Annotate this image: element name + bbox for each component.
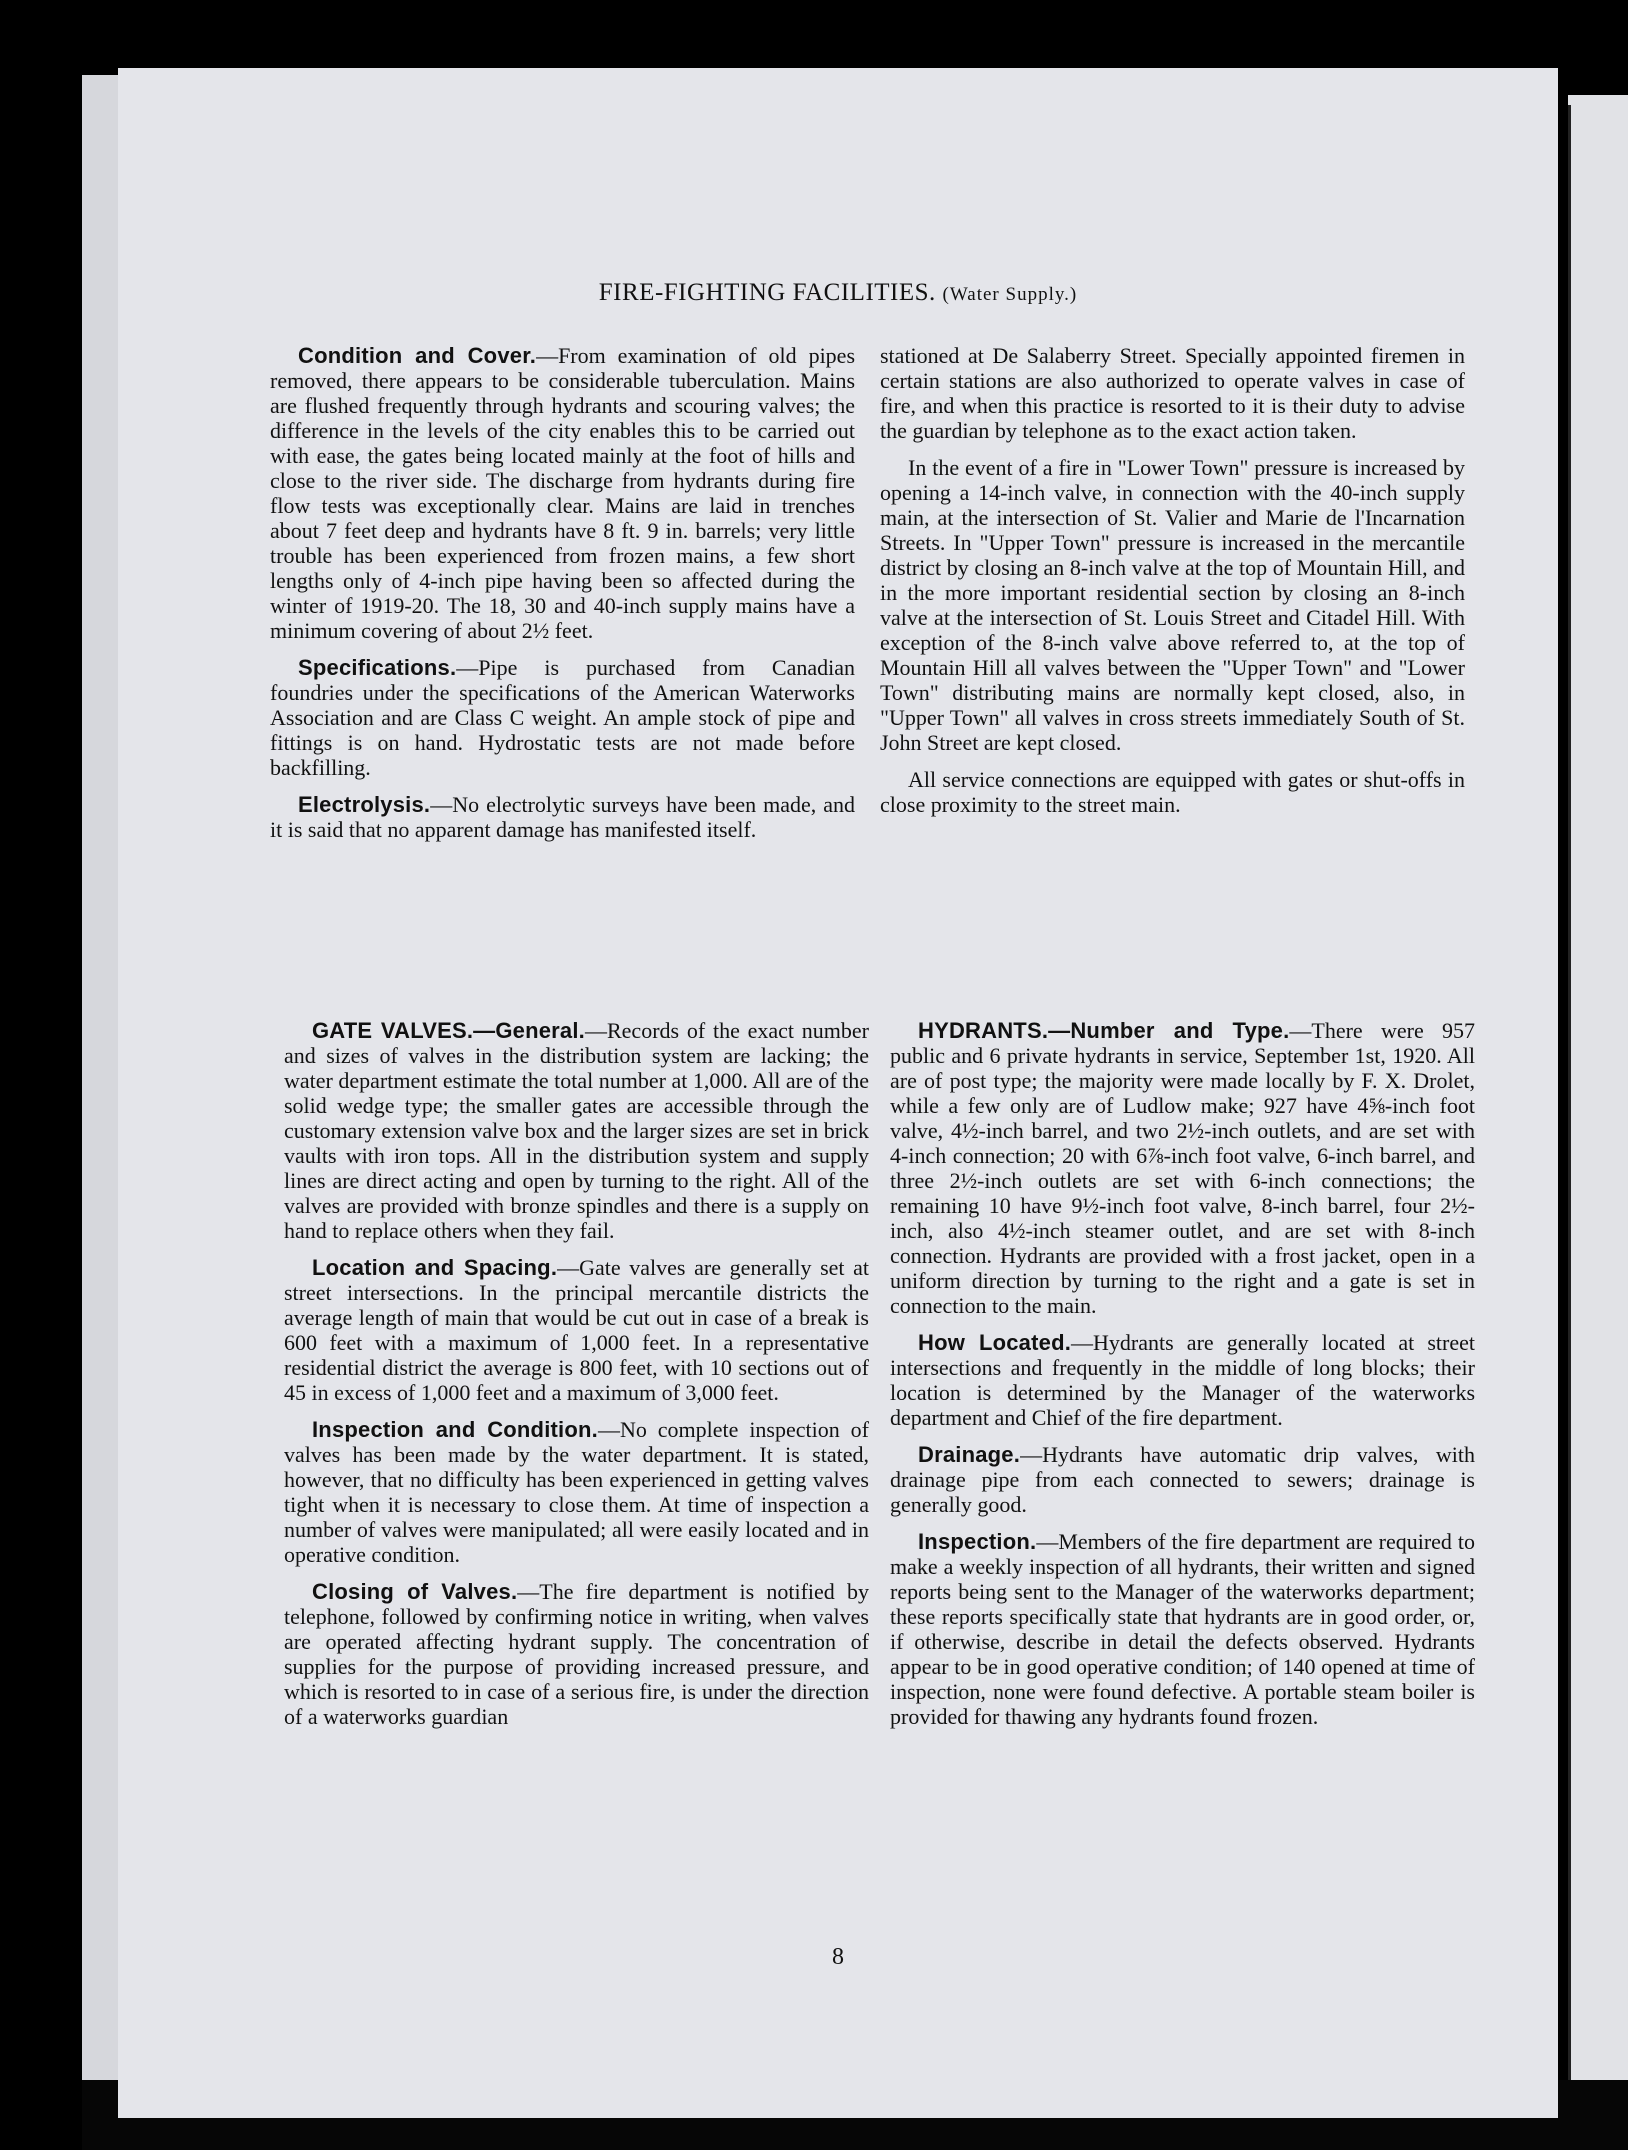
- paragraph: [880, 343, 1465, 443]
- paragraph-heading: Inspection and Condition.: [312, 1417, 598, 1442]
- paragraph-heading: HYDRANTS.—Number and Type.: [918, 1018, 1290, 1043]
- paragraph: [880, 767, 1465, 817]
- paragraph-heading: Inspection.: [918, 1529, 1037, 1554]
- next-page-edge: [1568, 95, 1628, 2110]
- paragraph: [270, 655, 855, 780]
- header-title: FIRE-FIGHTING FACILITIES.: [598, 279, 936, 306]
- header-subtitle: (Water Supply.): [942, 284, 1078, 305]
- document-page: [118, 68, 1558, 2118]
- paragraph-text: All service connections are equipped with gates or shut-offs in close proximity to the street main.: [880, 767, 1465, 817]
- paragraph-text: —No complete inspection of valves has been made by the water department. It is stated, however, that no difficulty has been experienced in getting valves tight when it is necessary to close them. At time of inspection a number of valves were manipulated; all were easily located and in operative condition.: [284, 1417, 870, 1567]
- paragraph-text: —Hydrants are generally located at street intersections and frequently in the middle of long blocks; their location is determined by the Manager of the waterworks department and Chief of the fire department.: [890, 1330, 1475, 1430]
- column-left-bottom: [284, 1018, 869, 1741]
- paragraph-text: —Pipe is purchased from Canadian foundries under the specifications of the American Waterworks Association and are Class C weight. An ample stock of pipe and fittings is on hand. Hydrostatic tests are not made before backfilling.: [270, 655, 855, 780]
- paragraph: [284, 1255, 869, 1405]
- paragraph: [890, 1018, 1475, 1318]
- paragraph: [284, 1018, 869, 1243]
- column-left-top: [270, 343, 855, 854]
- paragraph: [890, 1442, 1475, 1517]
- paragraph-heading: GATE VALVES.—General.: [312, 1018, 585, 1043]
- paragraph-text: stationed at De Salaberry Street. Specially appointed firemen in certain stations are also authorized to operate valves in case of fire, and when this practice is resorted to it is their duty to advise the guardian by telephone as to the exact action taken.: [880, 343, 1465, 443]
- paragraph: [270, 343, 855, 643]
- paragraph-heading: Drainage.: [918, 1442, 1021, 1467]
- paragraph-heading: How Located.: [918, 1330, 1072, 1355]
- paragraph-heading: Closing of Valves.: [312, 1579, 518, 1604]
- paragraph: [890, 1330, 1475, 1430]
- page-header: [118, 279, 1558, 307]
- paragraph-text: In the event of a fire in "Lower Town" pressure is increased by opening a 14-inch valve, in connection with the 40-inch supply main, at the intersection of St. Valier and Marie de l'Incarnation Streets. In "Upper Town" pressure is increased in the mercantile district by closing an 8-inch valve at the top of Mountain Hill, and in the more important residential section by closing an 8-inch valve at the intersection of St. Louis Street and Citadel Hill. With exception of the 8-inch valve above referred to, at the top of Mountain Hill all valves between the "Upper Town" and "Lower Town" distributing mains are normally kept closed, also, in "Upper Town" all valves in cross streets immediately South of St. John Street are kept closed.: [880, 455, 1465, 755]
- column-right-top: [880, 343, 1465, 829]
- paragraph-heading: Specifications.: [298, 655, 457, 680]
- paragraph-text: —No electrolytic surveys have been made, and it is said that no apparent damage has manifested itself.: [270, 792, 855, 842]
- paragraph-text: —Gate valves are generally set at street intersections. In the principal mercantile districts the average length of main that would be cut out in case of a break is 600 feet with a maximum of 1,000 feet. In a representative residential district the average is 800 feet, with 10 sections out of 45 in excess of 1,000 feet and a maximum of 3,000 feet.: [284, 1255, 870, 1405]
- paragraph: [890, 1529, 1475, 1729]
- paragraph-text: —There were 957 public and 6 private hydrants in service, September 1st, 1920. All are of post type; the majority were made locally by F. X. Drolet, while a few only are of Ludlow make; 927 have 4⅝-inch foot valve, 4½-inch barrel, and two 2½-inch outlets, and are set with 4-inch connection; 20 with 6⅞-inch foot valve, 6-inch barrel, and three 2½-inch outlets are set with 6-inch connections; the remaining 10 have 9½-inch foot valve, 8-inch barrel, four 2½-inch, also 4½-inch steamer outlet, and are set with 8-inch connection. Hydrants are provided with a frost jacket, open in a uniform direction by turning to the right and a gate is set in connection to the main.: [890, 1018, 1475, 1318]
- paragraph-heading: Condition and Cover.: [298, 343, 537, 368]
- paragraph: [270, 792, 855, 842]
- page-number: 8: [832, 1944, 844, 1970]
- page-fold-line: [1568, 105, 1571, 2105]
- paragraph-text: —Members of the fire department are required to make a weekly inspection of all hydrants, their written and signed reports being sent to the Manager of the waterworks department; these reports specifically state that hydrants are in good order, or, if otherwise, describe in detail the defects observed. Hydrants appear to be in good operative condition; of 140 opened at time of inspection, none were found defective. A portable steam boiler is provided for thawing any hydrants found frozen.: [890, 1529, 1475, 1729]
- paragraph: [284, 1579, 869, 1729]
- paragraph: [880, 455, 1465, 755]
- paragraph-text: —The fire department is notified by telephone, followed by confirming notice in writing, when valves are operated affecting hydrant supply. The concentration of supplies for the purpose of providing increased pressure, and which is resorted to in case of a serious fire, is under the direction of a waterworks guardian: [284, 1579, 869, 1729]
- page-left-edge: [82, 75, 122, 2115]
- paragraph: [284, 1417, 869, 1567]
- paragraph-heading: Location and Spacing.: [312, 1255, 558, 1280]
- paragraph-text: —Records of the exact number and sizes of valves in the distribution system are lacking; the water department estimate the total number at 1,000. All are of the solid wedge type; the smaller gates are accessible through the customary extension valve box and the larger sizes are set in brick vaults with iron tops. All in the distribution system and supply lines are direct acting and open by turning to the right. All of the valves are provided with bronze spindles and there is a supply on hand to replace others when they fail.: [284, 1018, 870, 1243]
- paragraph-heading: Electrolysis.: [298, 792, 431, 817]
- paragraph-text: —From examination of old pipes removed, there appears to be considerable tuberculation. Mains are flushed frequently through hydrants and scouring valves; the difference in the levels of the city enables this to be carried out with ease, the gates being located mainly at the foot of hills and close to the river side. The discharge from hydrants during fire flow tests was exceptionally clear. Mains are laid in trenches about 7 feet deep and hydrants have 8 ft. 9 in. barrels; very little trouble has been experienced from frozen mains, a few short lengths only of 4-inch pipe having been so affected during the winter of 1919-20. The 18, 30 and 40-inch supply mains have a minimum covering of about 2½ feet.: [270, 343, 856, 643]
- paragraph-text: —Hydrants have automatic drip valves, with drainage pipe from each connected to sewers; drainage is generally good.: [890, 1442, 1475, 1517]
- column-right-bottom: [890, 1018, 1475, 1741]
